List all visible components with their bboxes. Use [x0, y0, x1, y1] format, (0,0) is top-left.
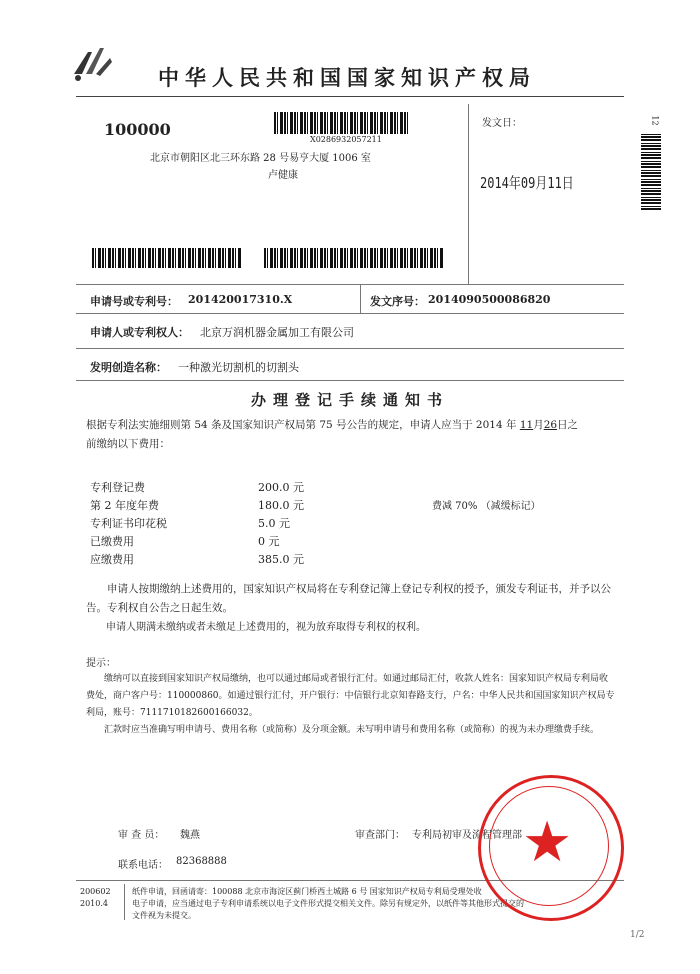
addressee-address: 北京市朝阳区北三环东路 28 号易亨大厦 1006 室 [150, 153, 371, 164]
side-barcode [641, 132, 661, 210]
phone-value: 82368888 [176, 856, 227, 867]
fee-name: 专利证书印花税 [90, 517, 167, 530]
agency-logo [70, 44, 114, 84]
fee-row [90, 479, 350, 495]
address-barcode [274, 112, 408, 134]
footer-divider [124, 884, 125, 920]
tips-para-1: 缴纳可以直接到国家知识产权局缴纳，也可以通过邮局或者银行汇付。如通过邮局汇付，收款人姓名：国家知识产权局专利局收费处，商户客户号：110000860。如通过银行汇付，开户银行：中信银行北京知春路支行，户名：中华人民共和国国家知识产权局专利局，账号：7111710182600166032。 [86, 674, 615, 718]
examiner-value: 魏燕 [180, 830, 200, 841]
fee-row [90, 515, 350, 531]
tips-para-2: 汇款时应当准确写明申请号、费用名称（或简称）及分项金额。未写明申请号和费用名称（或简称）的视为未办理缴费手续。 [104, 725, 600, 735]
sorting-barcode-left [92, 248, 242, 268]
footer-line2: 电子申请，应当通过电子专利申请系统以电子文件形式提交相关文件。除另有规定外，以纸件等其他形式提交的 [132, 899, 524, 908]
deadline-month-unit: 月 [533, 419, 544, 431]
applicant-value: 北京万润机器金属加工有限公司 [200, 326, 354, 339]
sorting-barcode-right [264, 248, 444, 268]
dept-label: 审查部门： [355, 830, 405, 841]
issue-date-stamp: 2014年09月11日 [480, 174, 574, 192]
fee-name: 应缴费用 [90, 553, 134, 566]
seal-star-icon: ★ [522, 810, 573, 875]
fee-amount: 5.0 元 [258, 517, 290, 530]
application-no-value: 201420017310.X [188, 293, 293, 306]
row-divider-1 [360, 284, 361, 313]
fee-amount: 180.0 元 [258, 499, 304, 512]
notice-para-1: 申请人按期缴纳上述费用的，国家知识产权局将在专利登记簿上登记专利权的授予，颁发专利证书，并予以公告。专利权自公告之日起生效。 [86, 583, 611, 614]
fee-name: 已缴费用 [90, 535, 134, 548]
row-rule-1 [76, 284, 624, 285]
applicant-label: 申请人或专利权人： [90, 326, 189, 339]
phone-label: 联系电话： [118, 860, 168, 871]
form-code-line2: 2010.4 [80, 899, 108, 908]
fee-amount: 0 元 [258, 535, 280, 548]
notice-para-2: 申请人期满未缴纳或者未缴足上述费用的，视为放弃取得专利权的权利。 [106, 622, 426, 633]
postal-code: 100000 [104, 120, 171, 139]
deadline-day: 26 [543, 419, 558, 431]
form-code-line1: 200602 [80, 887, 111, 896]
dispatch-no-label: 发文序号： [370, 295, 425, 308]
agency-name: 中华人民共和国国家知识产权局 [158, 66, 536, 90]
fee-amount: 385.0 元 [258, 553, 304, 566]
intro-paragraph [86, 416, 626, 454]
row-rule-4 [76, 380, 624, 381]
tips-title: 提示： [86, 658, 116, 669]
form-code [80, 886, 111, 910]
page-number: 1/2 [630, 930, 645, 940]
date-divider [468, 104, 469, 284]
deadline-day-unit: 日之 [557, 419, 579, 431]
fee-row [90, 551, 350, 567]
intro-line2: 前缴纳以下费用： [86, 438, 170, 450]
intro-text: 根据专利法实施细则第 54 条及国家知识产权局第 75 号公告的规定，申请人应当于 2014 年 [86, 419, 517, 431]
footer-line3: 文件视为未提交。 [132, 911, 196, 920]
invention-value: 一种激光切割机的切割头 [178, 361, 299, 374]
notice-title: 办理登记手续通知书 [250, 391, 449, 409]
application-no-label: 申请号或专利号： [90, 295, 178, 308]
examiner-label: 审 查 员： [118, 830, 165, 841]
fee-name: 第 2 年度年费 [90, 499, 159, 512]
deadline-month: 11 [519, 419, 534, 431]
fee-reduction: 费减 70% （减缓标记） [432, 501, 541, 512]
fee-row [90, 497, 350, 513]
fee-name: 专利登记费 [90, 481, 145, 494]
dept-value: 专利局初审及流程管理部 [412, 830, 522, 841]
issue-date-label: 发文日： [482, 118, 522, 129]
row-rule-3 [76, 348, 624, 349]
barcode-text: X0286932057211 [310, 135, 382, 144]
fee-row [90, 533, 350, 549]
fee-amount: 200.0 元 [258, 481, 304, 494]
row-rule-2 [76, 313, 624, 314]
footer-line1: 纸件申请，回函请寄：100088 北京市海淀区蓟门桥西土城路 6 号 国家知识产权局专利局受理处收 [132, 887, 482, 896]
addressee-name: 卢健康 [268, 170, 298, 181]
header-rule [76, 96, 624, 97]
dispatch-no-value: 2014090500086820 [428, 293, 551, 306]
side-code: 12 [650, 115, 660, 126]
invention-label: 发明创造名称： [90, 361, 167, 374]
